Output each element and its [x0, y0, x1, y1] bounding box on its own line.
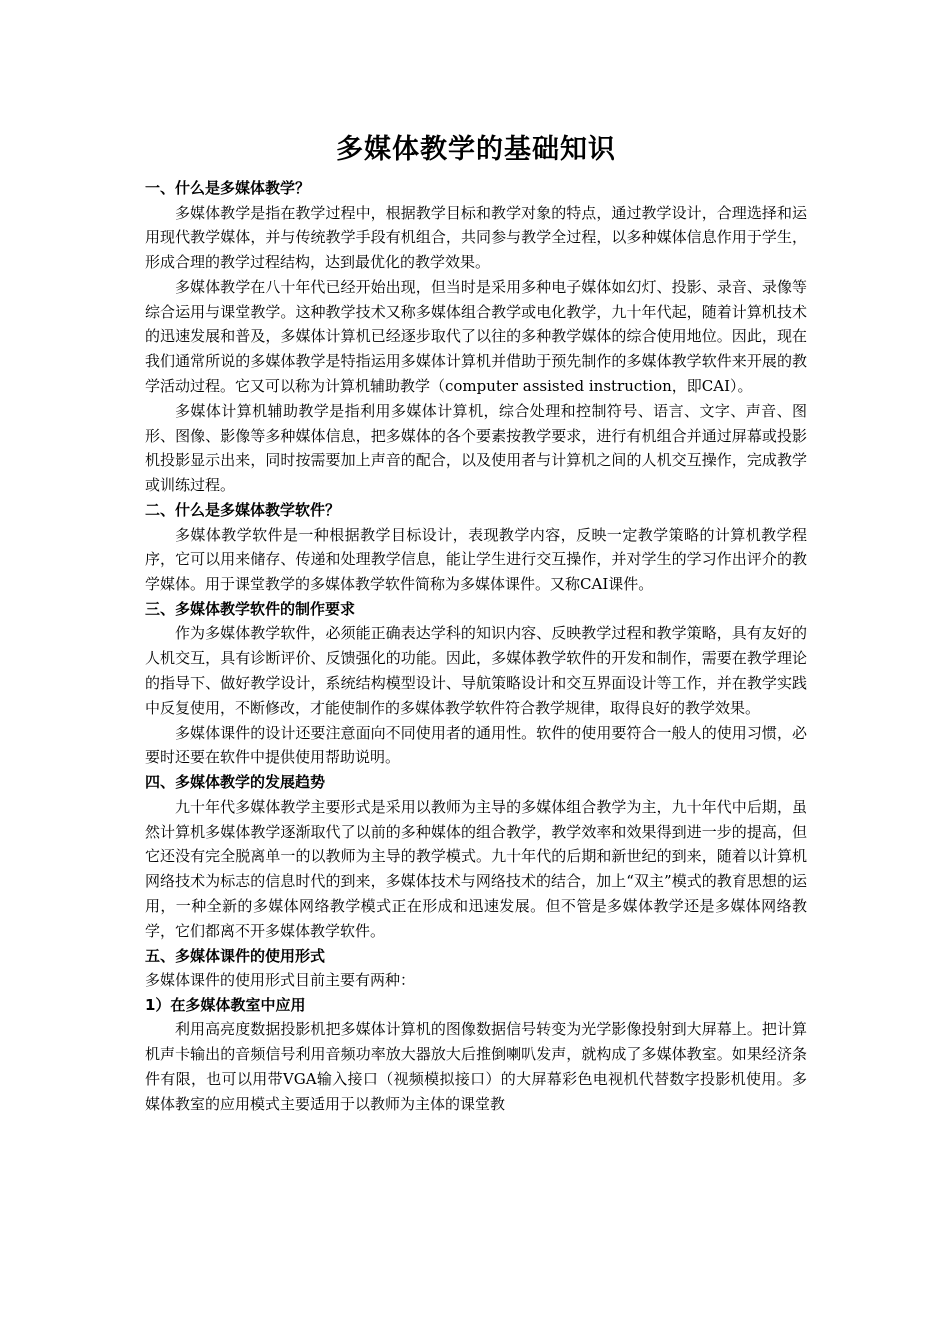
- paragraph: 多媒体课件的设计还要注意面向不同使用者的通用性。软件的使用要符合一般人的使用习惯，必要时还要在软件中提供使用帮助说明。: [145, 723, 807, 767]
- paragraph: 利用高亮度数据投影机把多媒体计算机的图像数据信号转变为光学影像投射到大屏幕上。把计算机声卡输出的音频信号利用音频功率放大器放大后推倒喇叭发声，就构成了多媒体教室。如果经济条件有限，也可以用带VGA输入接口（视频模拟接口）的大屏幕彩色电视机代替数字投影机使用。多媒体教室的应用模式主要适用于以教师为主体的课堂教: [145, 1020, 807, 1113]
- document-page: [145, 128, 807, 1117]
- document-title: 多媒体教学的基础知识: [336, 134, 616, 165]
- paragraph: 多媒体教学软件是一种根据教学目标设计，表现教学内容，反映一定教学策略的计算机教学程序，它可以用来储存、传递和处理教学信息，能让学生进行交互操作，并对学生的学习作出评介的教学媒体。用于课堂教学的多媒体教学软件简称为多媒体课件。又称CAI课件。: [145, 525, 807, 594]
- paragraph: 九十年代多媒体教学主要形式是采用以教师为主导的多媒体组合教学为主，九十年代中后期，虽然计算机多媒体教学逐渐取代了以前的多种媒体的组合教学，教学效率和效果得到进一步的提高，但它还没有完全脱离单一的以教师为主导的教学模式。九十年代的后期和新世纪的到来，随着以计算机网络技术为标志的信息时代的到来，多媒体技术与网络技术的结合，加上“双主”模式的教育思想的运用，一种全新的多媒体网络教学模式正在形成和迅速发展。但不管是多媒体教学还是多媒体网络教学，它们都离不开多媒体教学软件。: [145, 797, 807, 940]
- section-heading: 一、什么是多媒体教学？: [145, 179, 311, 197]
- section-development-trend: [145, 770, 807, 943]
- section-intro: 多媒体课件的使用形式目前主要有两种：: [145, 971, 416, 990]
- section-production-requirements: [145, 597, 807, 770]
- paragraph: 作为多媒体教学软件，必须能正确表达学科的知识内容、反映教学过程和教学策略，具有友好的人机交互，具有诊断评价、反馈强化的功能。因此，多媒体教学软件的开发和制作，需要在教学理论的指导下、做好教学设计，系统结构模型设计、导航策略设计和交互界面设计等工作，并在教学实践中反复使用，不断修改，才能使制作的多媒体教学软件符合教学规律，取得良好的教学效果。: [145, 624, 807, 717]
- section-usage-forms: [145, 944, 807, 1117]
- subsection-heading: 1）在多媒体教室中应用: [145, 995, 306, 1014]
- section-what-is-teaching-software: [145, 498, 807, 597]
- paragraph: 多媒体计算机辅助教学是指利用多媒体计算机，综合处理和控制符号、语言、文字、声音、图形、图像、影像等多种媒体信息，把多媒体的各个要素按教学要求，进行有机组合并通过屏幕或投影机投影显示出来，同时按需要加上声音的配合，以及使用者与计算机之间的人机交互操作，完成教学或训练过程。: [145, 401, 807, 495]
- section-heading: 四、多媒体教学的发展趋势: [145, 773, 326, 792]
- section-heading: 五、多媒体课件的使用形式: [145, 946, 326, 965]
- paragraph: 多媒体教学是指在教学过程中，根据教学目标和教学对象的特点，通过教学设计，合理选择和运用现代教学媒体，并与传统教学手段有机组合，共同参与教学全过程，以多种媒体信息作用于学生，形成合理的教学过程结构，达到最优化的教学效果。: [145, 203, 807, 272]
- section-what-is-multimedia-teaching: [145, 176, 807, 498]
- section-heading: 三、多媒体教学软件的制作要求: [145, 599, 356, 618]
- paragraph: 多媒体教学在八十年代已经开始出现，但当时是采用多种电子媒体如幻灯、投影、录音、录像等综合运用与课堂教学。这种教学技术又称多媒体组合教学或电化教学，九十年代起，随着计算机技术的迅速发展和普及，多媒体计算机已经逐步取代了以往的多种教学媒体的综合使用地位。因此，现在我们通常所说的多媒体教学是特指运用多媒体计算机并借助于预先制作的多媒体教学软件来开展的教学活动过程。它又可以称为计算机辅助教学（computer assisted instruction，即CAI）。: [145, 277, 807, 396]
- section-heading: 二、什么是多媒体教学软件？: [145, 501, 341, 520]
